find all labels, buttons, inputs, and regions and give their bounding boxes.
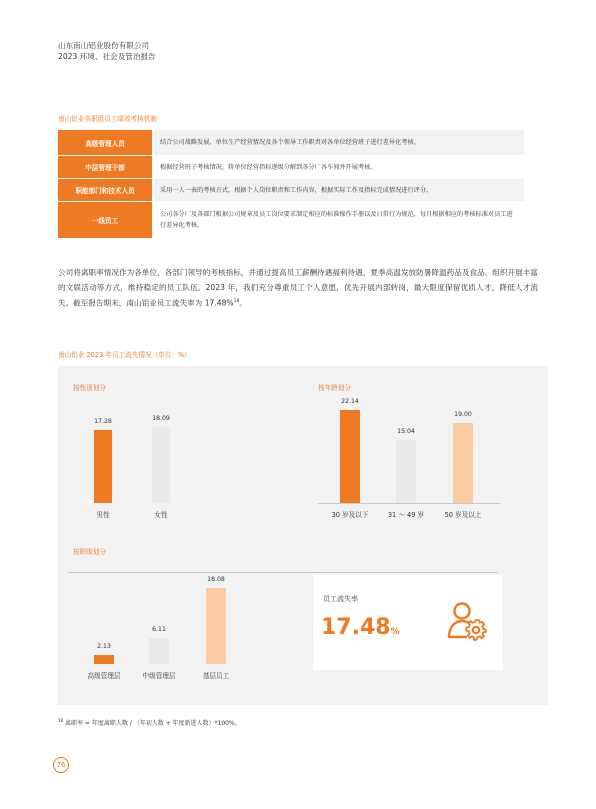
gender-value-label-2: 18.09 — [152, 415, 170, 423]
age-chart-title: 按年龄划分 — [318, 384, 351, 392]
card-unit: % — [390, 627, 400, 637]
footnote-number: 18 — [58, 718, 64, 723]
page-number: 76 — [53, 757, 69, 773]
age-chart-axis — [318, 503, 500, 504]
person-gear-icon — [445, 599, 489, 647]
paragraph-tail: 。 — [239, 298, 247, 308]
age-bar-1 — [340, 410, 360, 503]
card-number: 17.48 — [321, 615, 391, 640]
gender-bar-1 — [94, 430, 112, 503]
level-bar-2 — [149, 638, 169, 664]
age-category-label-2: 31 ～ 49 岁 — [387, 511, 425, 519]
age-value-label-1: 22.14 — [341, 398, 359, 405]
company-name: 山东南山铝业股份有限公司 — [58, 41, 150, 50]
footnote-ref: 18 — [233, 299, 240, 304]
footnote — [58, 718, 241, 727]
card-value — [321, 615, 400, 640]
age-bar-3 — [453, 423, 473, 503]
age-value-label-3: 19.00 — [454, 411, 472, 419]
turnover-card — [313, 575, 503, 670]
level-value-label-3: 18.08 — [207, 576, 225, 584]
level-category-label-1: 高级管理层 — [87, 672, 121, 680]
row-text: 根据经营班子考核情况，将单位经营指标逐级分解到各分厂各车间并开展考核。 — [154, 156, 524, 178]
row-text: 结合公司战略发展、单位生产经营情况及各个领导工作职责对各单位经营班子进行差异化考核。 — [154, 130, 524, 155]
gender-category-label-2: 女性 — [154, 511, 168, 519]
gender-category-label-1: 男性 — [96, 511, 110, 519]
gender-bar-2 — [152, 427, 170, 503]
row-label: 职能部门和技术人员 — [58, 179, 152, 201]
row-label: 中层管理干部 — [58, 156, 152, 178]
row-text: 采用一人一表的考核方式，根据个人岗位职责和工作内容，根据实际工作及指标完成情况进行评分。 — [154, 179, 524, 201]
chart-section-title: 南山铝业 2023 年员工流失情况（单位：%） — [58, 351, 191, 359]
card-title: 员工流失率 — [323, 595, 358, 603]
level-chart-title: 按职级划分 — [73, 548, 106, 556]
level-bar-3 — [206, 588, 226, 664]
age-category-label-1: 30 岁及以下 — [331, 511, 369, 519]
age-bar-2 — [396, 440, 416, 503]
level-value-label-1: 2.13 — [97, 643, 111, 651]
level-value-label-2: 6.11 — [152, 626, 166, 634]
table-title: 南山铝业各职级员工绩效考核机制 — [58, 115, 157, 123]
report-title: 2023 环境、社会及管治报告 — [58, 52, 156, 61]
level-category-label-2: 中级管理层 — [142, 672, 176, 680]
level-bar-1 — [94, 655, 114, 664]
row-label: 高级管理人员 — [58, 130, 152, 155]
row-text: 公司各分厂及各部门根据公司规章及员工岗位要求制定相应的标准操作手册以及日常行为规范，每月根据相应的考核标准对员工进行差异化考核。 — [154, 202, 524, 238]
row-label: 一线员工 — [58, 202, 152, 238]
level-category-label-3: 基层员工 — [202, 672, 230, 680]
paragraph-text: 公司将离职率情况作为各单位、各部门领导的考核指标，并通过提高员工薪酬待遇福利待遇、夏季高温发放防暑降温药品及食品、组织开展丰富的文娱活动等方式，维持稳定的员工队伍。2023 年，我们充分尊重员工个人意愿，优先开展内部转岗，最大限度保留优质人才，降低人才流失。截至报告期末，南山铝业员工流失率为 17.48% — [58, 268, 538, 308]
gender-value-label-1: 17.28 — [94, 418, 112, 426]
age-value-label-2: 15.04 — [397, 427, 415, 435]
age-category-label-3: 50 岁及以上 — [444, 511, 482, 519]
footnote-text: 离职率 = 年度离职人数 / （年初人数 + 年度新进人数）*100%。 — [65, 720, 241, 727]
gender-chart-title: 按性别划分 — [73, 384, 106, 392]
